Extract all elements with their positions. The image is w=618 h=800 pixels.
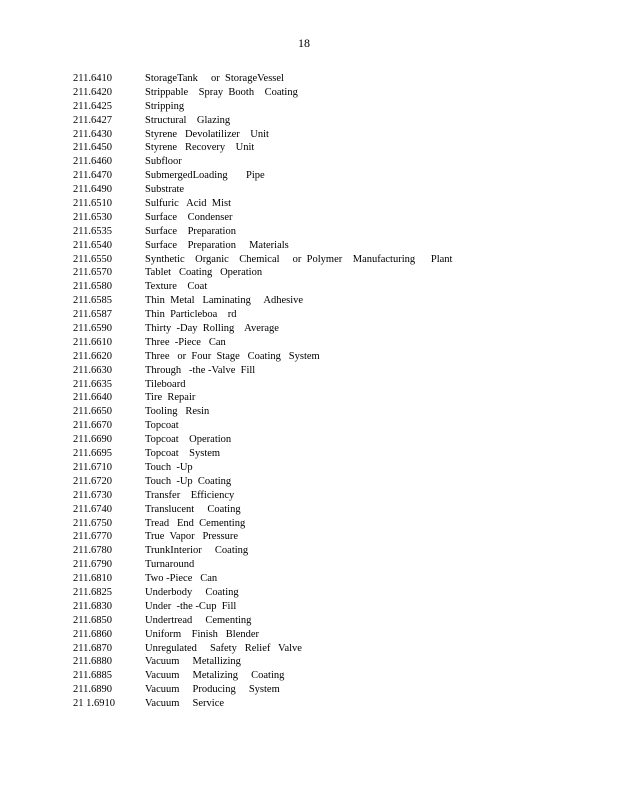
index-entry (73, 489, 452, 503)
section-number: 211.6630 (73, 364, 112, 376)
defined-term: Transfer Efficiency (145, 489, 235, 501)
defined-term: Vacuum Producing System (145, 684, 280, 696)
index-entry (73, 503, 452, 517)
index-entry (73, 100, 452, 114)
defined-term: Sulfuric Acid Mist (145, 198, 232, 210)
defined-term: Vacuum Metallizing (145, 656, 241, 668)
section-number: 211.6670 (73, 420, 112, 432)
section-number: 211.6587 (73, 309, 112, 321)
defined-term: Tire Repair (145, 392, 196, 404)
defined-term: Topcoat Operation (145, 434, 232, 446)
index-entry (73, 642, 452, 656)
defined-term: Undertread Cementing (145, 614, 252, 626)
defined-term: Two -Piece Can (145, 573, 218, 585)
defined-term: Stripping (145, 100, 185, 112)
section-number: 211.6825 (73, 586, 112, 598)
index-entry (73, 266, 452, 280)
section-number: 211.6450 (73, 142, 112, 154)
defined-term: Turnaround (145, 559, 195, 571)
defined-term: Tileboard (145, 378, 186, 390)
defined-term: Unregulated Safety Relief Valve (145, 642, 302, 654)
section-number: 211.6425 (73, 100, 112, 112)
index-entry (73, 114, 452, 128)
defined-term: Surface Preparation Materials (145, 239, 289, 251)
index-entry (73, 197, 452, 211)
section-number: 211.6830 (73, 600, 112, 612)
section-number: 211.6535 (73, 225, 112, 237)
defined-term: Synthetic Organic Chemical or Polymer Manufacturing Plant (145, 253, 453, 265)
page-number: 18 (298, 36, 310, 50)
section-number: 211.6410 (73, 73, 112, 84)
section-number: 211.6690 (73, 434, 112, 446)
defined-term: Strippable Spray Booth Coating (145, 86, 298, 98)
index-entry (73, 419, 452, 433)
section-number: 211.6770 (73, 531, 112, 543)
index-entry (73, 280, 452, 294)
index-entry (73, 86, 452, 100)
defined-term: Thin Particleboa rd (145, 309, 237, 321)
defined-term: Touch -Up Coating (145, 475, 232, 487)
section-number: 211.6790 (73, 559, 112, 571)
section-number: 211.6620 (73, 350, 112, 362)
section-number: 211.6750 (73, 517, 112, 529)
defined-term: Three -Piece Can (145, 336, 226, 348)
defined-term: Styrene Recovery Unit (145, 142, 255, 154)
section-number: 211.6540 (73, 239, 112, 251)
index-entry (73, 72, 452, 86)
defined-term: Through -the -Valve Fill (145, 364, 256, 376)
defined-term: Topcoat (145, 420, 179, 432)
defined-term: Translucent Coating (145, 503, 241, 515)
index-entry (73, 600, 452, 614)
section-number: 211.6510 (73, 198, 112, 210)
index-entry (73, 447, 452, 461)
index-entry (73, 322, 452, 336)
defined-term: Thin Metal Laminating Adhesive (145, 295, 304, 307)
section-number: 211.6490 (73, 184, 112, 196)
section-number: 211.6430 (73, 128, 112, 140)
defined-term: Tablet Coating Operation (145, 267, 263, 279)
section-number: 211.6890 (73, 684, 112, 696)
index-entry (73, 697, 452, 711)
defined-term: Substrate (145, 184, 185, 196)
index-entry (73, 294, 452, 308)
index-entry (73, 517, 452, 531)
section-number: 211.6570 (73, 267, 112, 279)
defined-term: True Vapor Pressure (145, 531, 239, 543)
section-number: 211.6860 (73, 628, 112, 640)
section-number: 211.6580 (73, 281, 112, 293)
section-number: 211.6470 (73, 170, 112, 182)
index-entry (73, 391, 452, 405)
section-number: 211.6550 (73, 253, 112, 265)
defined-term: Uniform Finish Blender (145, 628, 260, 640)
defined-term: Underbody Coating (145, 586, 239, 598)
index-entry (73, 655, 452, 669)
index-entry (73, 308, 452, 322)
defined-term: Styrene Devolatilizer Unit (145, 128, 269, 140)
index-entry (73, 128, 452, 142)
index-entry (73, 572, 452, 586)
index-entry (73, 628, 452, 642)
defined-term: TrunkInterior Coating (145, 545, 249, 557)
defined-term: Surface Preparation (145, 225, 236, 237)
index-entry (73, 461, 452, 475)
section-number: 211.6650 (73, 406, 112, 418)
defined-term: StorageTank or StorageVessel (145, 73, 284, 84)
section-number: 211.6427 (73, 114, 112, 126)
defined-term: Structural Glazing (145, 114, 231, 126)
section-number: 211.6810 (73, 573, 112, 585)
defined-term: Tooling Resin (145, 406, 210, 418)
defined-term: Topcoat System (145, 448, 221, 460)
defined-term: Tread End Cementing (145, 517, 246, 529)
index-entry (73, 141, 452, 155)
index-entry (73, 433, 452, 447)
defined-term: Subfloor (145, 156, 182, 168)
index-entry (73, 544, 452, 558)
index-entry (73, 253, 452, 267)
defined-term: SubmergedLoading Pipe (145, 170, 265, 182)
index-entry (73, 586, 452, 600)
section-number: 211.6640 (73, 392, 112, 404)
defined-term: Vacuum Metalizing Coating (145, 670, 285, 682)
section-number: 21 1.6910 (73, 698, 115, 710)
section-number: 211.6460 (73, 156, 112, 168)
section-number: 211.6880 (73, 656, 112, 668)
index-entry (73, 558, 452, 572)
section-number: 211.6585 (73, 295, 112, 307)
index-entry (73, 155, 452, 169)
section-number: 211.6610 (73, 336, 112, 348)
defined-term: Surface Condenser (145, 211, 233, 223)
index-entry (73, 239, 452, 253)
index-entry (73, 211, 452, 225)
section-number: 211.6635 (73, 378, 112, 390)
section-number: 211.6885 (73, 670, 112, 682)
definition-index-list (73, 72, 452, 711)
defined-term: Under -the -Cup Fill (145, 600, 237, 612)
index-entry (73, 405, 452, 419)
defined-term: Thirty -Day Rolling Average (145, 323, 279, 335)
section-number: 211.6695 (73, 448, 112, 460)
index-entry (73, 225, 452, 239)
index-entry (73, 475, 452, 489)
index-entry (73, 364, 452, 378)
index-entry (73, 378, 452, 392)
defined-term: Touch -Up (145, 461, 193, 473)
index-entry (73, 669, 452, 683)
index-entry (73, 169, 452, 183)
section-number: 211.6780 (73, 545, 112, 557)
section-number: 211.6850 (73, 614, 112, 626)
defined-term: Texture Coat (145, 281, 208, 293)
defined-term: Vacuum Service (145, 698, 225, 710)
index-entry (73, 183, 452, 197)
section-number: 211.6530 (73, 211, 112, 223)
index-entry (73, 614, 452, 628)
index-entry (73, 683, 452, 697)
index-entry (73, 350, 452, 364)
section-number: 211.6590 (73, 323, 112, 335)
section-number: 211.6420 (73, 86, 112, 98)
section-number: 211.6710 (73, 461, 112, 473)
section-number: 211.6720 (73, 475, 112, 487)
section-number: 211.6740 (73, 503, 112, 515)
index-entry (73, 530, 452, 544)
section-number: 211.6870 (73, 642, 112, 654)
defined-term: Three or Four Stage Coating System (145, 350, 320, 362)
section-number: 211.6730 (73, 489, 112, 501)
index-entry (73, 336, 452, 350)
